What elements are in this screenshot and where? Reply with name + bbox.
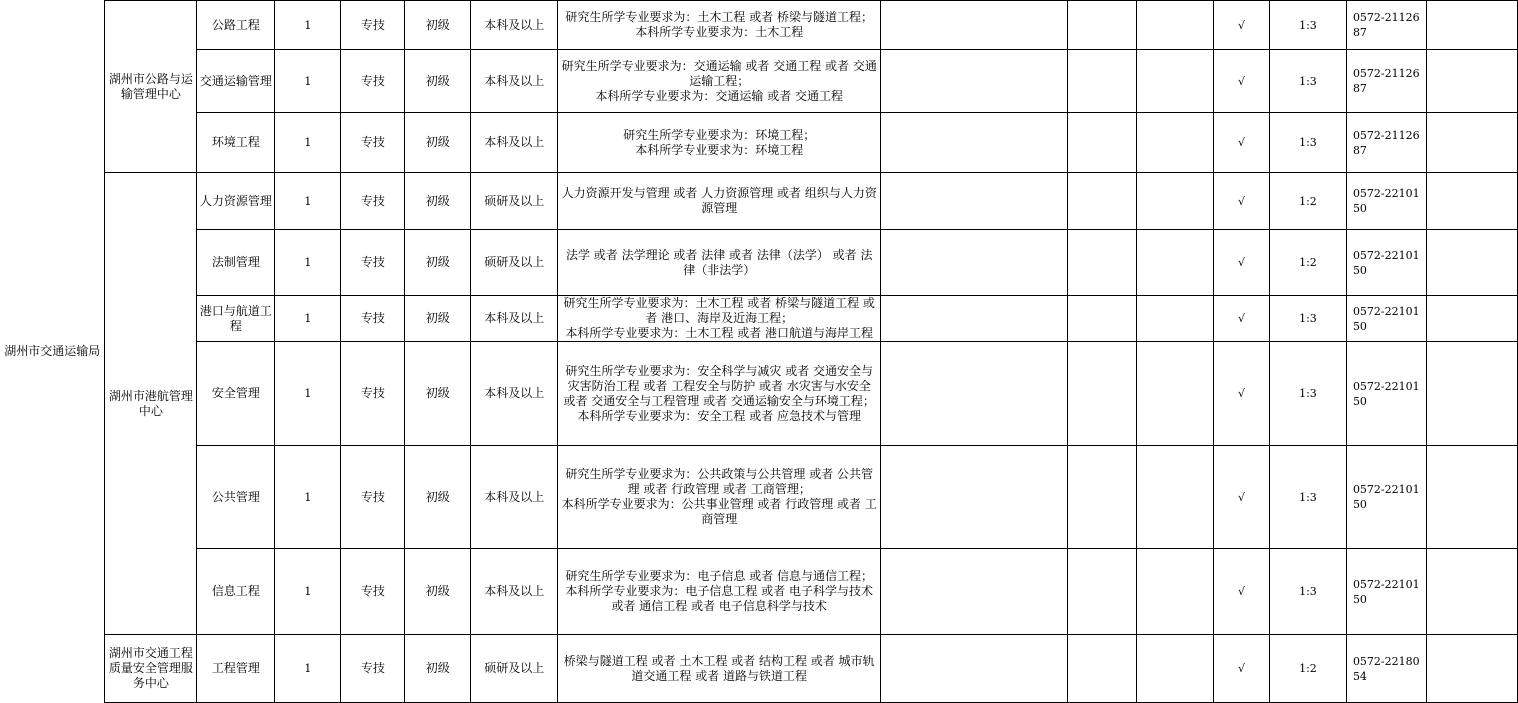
major-requirement-cell (558, 446, 881, 549)
ratio-cell: 1:3 (1269, 50, 1346, 113)
check-cell: √ (1214, 1, 1270, 50)
blank-cell (1137, 1, 1214, 50)
table-row (0, 173, 1518, 230)
blank-cell (881, 1, 1068, 50)
blank-cell (881, 113, 1068, 173)
count-cell: 1 (275, 50, 341, 113)
education-cell: 本科及以上 (471, 446, 558, 549)
count-cell: 1 (275, 173, 341, 230)
major-requirement-cell (558, 230, 881, 296)
ratio-cell: 1:3 (1269, 549, 1346, 635)
check-cell: √ (1214, 173, 1270, 230)
requirement-line: 本科所学专业要求为：公共事业管理 或者 行政管理 或者 工商管理 (561, 497, 877, 526)
blank-cell (881, 446, 1068, 549)
blank-cell (1426, 446, 1517, 549)
position-cell: 公共管理 (197, 446, 275, 549)
ratio-cell: 1:2 (1269, 230, 1346, 296)
table-row (0, 635, 1518, 703)
type-cell: 专技 (341, 230, 405, 296)
table-row (0, 1, 1518, 50)
blank-cell (881, 173, 1068, 230)
blank-cell (1068, 635, 1137, 703)
phone-cell: 0572-2210150 (1346, 342, 1426, 446)
blank-cell (1137, 446, 1214, 549)
position-cell: 工程管理 (197, 635, 275, 703)
level-cell: 初级 (405, 50, 471, 113)
level-cell: 初级 (405, 230, 471, 296)
requirement-line: 本科所学专业要求为：电子信息工程 或者 电子科学与技术 或者 通信工程 或者 电子信息科学与技术 (565, 584, 874, 613)
count-cell: 1 (275, 296, 341, 342)
education-cell: 本科及以上 (471, 296, 558, 342)
blank-cell (1137, 113, 1214, 173)
check-cell: √ (1214, 549, 1270, 635)
type-cell: 专技 (341, 635, 405, 703)
type-cell: 专技 (341, 549, 405, 635)
blank-cell (1426, 342, 1517, 446)
count-cell: 1 (275, 1, 341, 50)
department-cell: 湖州市公路与运输管理中心 (105, 1, 197, 173)
check-cell: √ (1214, 446, 1270, 549)
type-cell: 专技 (341, 113, 405, 173)
position-cell: 交通运输管理 (197, 50, 275, 113)
position-cell: 人力资源管理 (197, 173, 275, 230)
requirement-line: 研究生所学专业要求为：环境工程； (623, 127, 816, 142)
education-cell: 本科及以上 (471, 1, 558, 50)
count-cell: 1 (275, 113, 341, 173)
major-requirement-cell (558, 296, 881, 342)
blank-cell (1426, 173, 1517, 230)
requirement-line: 研究生所学专业要求为：公共政策与公共管理 或者 公共管理 或者 行政管理 或者 工商管理； (565, 467, 874, 496)
level-cell: 初级 (405, 635, 471, 703)
major-requirement-cell (558, 113, 881, 173)
phone-cell: 0572-2112687 (1346, 113, 1426, 173)
blank-cell (1426, 296, 1517, 342)
table-row (0, 113, 1518, 173)
requirement-line: 研究生所学专业要求为：交通运输 或者 交通工程 或者 交通运输工程； (561, 58, 877, 88)
phone-cell: 0572-2210150 (1346, 549, 1426, 635)
table-body (0, 1, 1518, 703)
blank-cell (1426, 1, 1517, 50)
blank-cell (1068, 230, 1137, 296)
count-cell: 1 (275, 446, 341, 549)
type-cell: 专技 (341, 1, 405, 50)
position-cell: 法制管理 (197, 230, 275, 296)
requirement-line: 研究生所学专业要求为：土木工程 或者 桥梁与隧道工程； (565, 10, 874, 24)
education-cell: 本科及以上 (471, 549, 558, 635)
table-row (0, 296, 1518, 342)
requirement-line: 本科所学专业要求为：安全工程 或者 应急技术与管理 (577, 408, 862, 423)
phone-cell: 0572-2112687 (1346, 50, 1426, 113)
requirement-line: 人力资源开发与管理 或者 人力资源管理 或者 组织与人力资源管理 (561, 186, 877, 215)
type-cell: 专技 (341, 446, 405, 549)
blank-cell (1068, 1, 1137, 50)
level-cell: 初级 (405, 173, 471, 230)
ratio-cell: 1:3 (1269, 1, 1346, 50)
phone-cell: 0572-2112687 (1346, 1, 1426, 50)
phone-cell: 0572-2210150 (1346, 296, 1426, 342)
department-cell: 湖州市交通工程质量安全管理服务中心 (105, 635, 197, 703)
phone-cell: 0572-2210150 (1346, 230, 1426, 296)
education-cell: 硕研及以上 (471, 635, 558, 703)
position-cell: 信息工程 (197, 549, 275, 635)
blank-cell (1137, 342, 1214, 446)
blank-cell (1426, 113, 1517, 173)
check-cell: √ (1214, 296, 1270, 342)
blank-cell (1137, 173, 1214, 230)
table-row (0, 342, 1518, 446)
blank-cell (1068, 113, 1137, 173)
type-cell: 专技 (341, 173, 405, 230)
blank-cell (1068, 296, 1137, 342)
count-cell: 1 (275, 342, 341, 446)
ratio-cell: 1:2 (1269, 173, 1346, 230)
blank-cell (1068, 342, 1137, 446)
major-requirement-cell (558, 173, 881, 230)
phone-cell: 0572-2210150 (1346, 446, 1426, 549)
requirement-line: 本科所学专业要求为：交通运输 或者 交通工程 (595, 88, 844, 103)
ratio-cell: 1:3 (1269, 342, 1346, 446)
major-requirement-cell (558, 342, 881, 446)
phone-cell: 0572-2210150 (1346, 173, 1426, 230)
level-cell: 初级 (405, 446, 471, 549)
ratio-cell: 1:3 (1269, 296, 1346, 342)
top-org-cell: 湖州市交通运输局 (0, 1, 105, 703)
phone-cell: 0572-2218054 (1346, 635, 1426, 703)
blank-cell (1068, 50, 1137, 113)
major-requirement-cell (558, 635, 881, 703)
blank-cell (1137, 296, 1214, 342)
major-requirement-cell (558, 1, 881, 50)
blank-cell (1137, 230, 1214, 296)
table-row (0, 549, 1518, 635)
level-cell: 初级 (405, 296, 471, 342)
blank-cell (1137, 549, 1214, 635)
blank-cell (1426, 230, 1517, 296)
blank-cell (1426, 549, 1517, 635)
level-cell: 初级 (405, 549, 471, 635)
table-row (0, 446, 1518, 549)
blank-cell (881, 549, 1068, 635)
blank-cell (881, 230, 1068, 296)
blank-cell (1137, 635, 1214, 703)
blank-cell (1068, 173, 1137, 230)
level-cell: 初级 (405, 1, 471, 50)
requirement-line: 研究生所学专业要求为：安全科学与减灾 或者 交通安全与灾害防治工程 或者 工程安全与防护 或者 水灾害与水安全 或者 交通安全与工程管理 或者 交通运输安全与环境工程； (563, 363, 875, 408)
education-cell: 硕研及以上 (471, 173, 558, 230)
ratio-cell: 1:2 (1269, 635, 1346, 703)
requirement-line: 桥梁与隧道工程 或者 土木工程 或者 结构工程 或者 城市轨道交通工程 或者 道路与铁道工程 (563, 653, 875, 683)
requirement-line: 研究生所学专业要求为：电子信息 或者 信息与通信工程； (565, 569, 874, 583)
type-cell: 专技 (341, 50, 405, 113)
blank-cell (1068, 446, 1137, 549)
ratio-cell: 1:3 (1269, 113, 1346, 173)
blank-cell (1426, 635, 1517, 703)
position-cell: 安全管理 (197, 342, 275, 446)
requirement-line: 法学 或者 法学理论 或者 法律 或者 法律（法学） 或者 法律（非法学） (565, 247, 873, 277)
check-cell: √ (1214, 113, 1270, 173)
count-cell: 1 (275, 549, 341, 635)
education-cell: 本科及以上 (471, 113, 558, 173)
department-cell: 湖州市港航管理中心 (105, 173, 197, 635)
ratio-cell: 1:3 (1269, 446, 1346, 549)
table-row (0, 230, 1518, 296)
position-cell: 环境工程 (197, 113, 275, 173)
requirement-line: 研究生所学专业要求为：土木工程 或者 桥梁与隧道工程 或者 港口、海岸及近海工程； (563, 296, 875, 325)
type-cell: 专技 (341, 296, 405, 342)
requirement-line: 本科所学专业要求为：土木工程 或者 港口航道与海岸工程 (565, 326, 874, 340)
check-cell: √ (1214, 230, 1270, 296)
position-cell: 公路工程 (197, 1, 275, 50)
check-cell: √ (1214, 635, 1270, 703)
blank-cell (881, 50, 1068, 113)
requirement-line: 本科所学专业要求为：环境工程 (635, 142, 804, 157)
level-cell: 初级 (405, 113, 471, 173)
check-cell: √ (1214, 342, 1270, 446)
blank-cell (881, 342, 1068, 446)
type-cell: 专技 (341, 342, 405, 446)
table-row (0, 50, 1518, 113)
major-requirement-cell (558, 549, 881, 635)
check-cell: √ (1214, 50, 1270, 113)
requirement-line: 本科所学专业要求为：土木工程 (635, 25, 804, 39)
major-requirement-cell (558, 50, 881, 113)
position-cell: 港口与航道工程 (197, 296, 275, 342)
education-cell: 本科及以上 (471, 342, 558, 446)
education-cell: 本科及以上 (471, 50, 558, 113)
education-cell: 硕研及以上 (471, 230, 558, 296)
blank-cell (1068, 549, 1137, 635)
count-cell: 1 (275, 635, 341, 703)
count-cell: 1 (275, 230, 341, 296)
blank-cell (1137, 50, 1214, 113)
blank-cell (881, 635, 1068, 703)
level-cell: 初级 (405, 342, 471, 446)
blank-cell (1426, 50, 1517, 113)
blank-cell (881, 296, 1068, 342)
